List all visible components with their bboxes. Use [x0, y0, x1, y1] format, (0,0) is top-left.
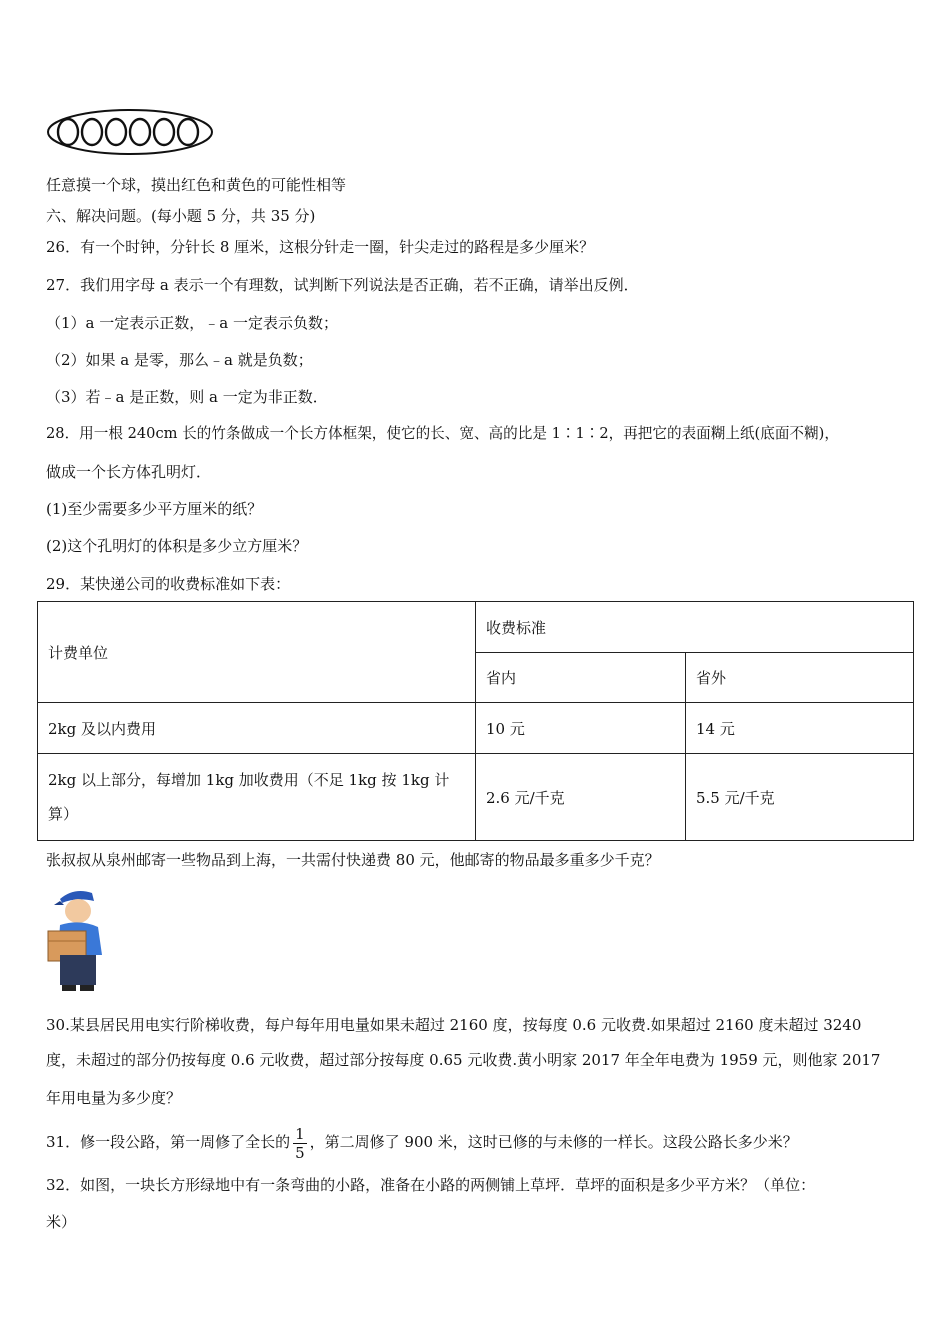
ball — [130, 119, 150, 145]
question-30-line-3: 年用电量为多少度？ — [46, 1089, 182, 1107]
question-28-line-2: 做成一个长方体孔明灯． — [46, 463, 212, 481]
question-28-line-1: 28．用一根 240cm 长的竹条做成一个长方体框架，使它的长、宽、高的比是 1∶1∶2，再把它的表面糊上纸(底面不糊)， — [46, 425, 839, 442]
question-29-stem: 29．某快递公司的收费标准如下表： — [46, 575, 291, 593]
header-standard: 收费标准 — [476, 602, 914, 653]
row1-out: 14 元 — [686, 703, 914, 754]
section-title: 六、解决问题。(每小题 5 分，共 35 分) — [46, 207, 316, 225]
question-30-line-1: 30.某县居民用电实行阶梯收费，每户每年用电量如果未超过 2160 度，按每度 0.6 元收费.如果超过 2160 度未超过 3240 — [46, 1016, 862, 1034]
row2-in: 2.6 元/千克 — [476, 754, 686, 841]
answer-note: 任意摸一个球，摸出红色和黄色的可能性相等 — [46, 176, 347, 194]
question-32-line-2: 米） — [46, 1213, 77, 1231]
question-28-part-2: (2)这个孔明灯的体积是多少立方厘米？ — [46, 537, 308, 555]
row2-label-line-1: 2kg 以上部分，每增加 1kg 加收费用（不足 1kg 按 1kg 计 — [48, 771, 450, 789]
question-28-part-1: (1)至少需要多少平方厘米的纸？ — [46, 500, 263, 518]
header-out-province: 省外 — [686, 653, 914, 703]
question-30-line-2: 度，未超过的部分仍按每度 0.6 元收费，超过部分按每度 0.65 元收费.黄小明家 2017 年全年电费为 1959 元，则他家 2017 — [46, 1051, 881, 1069]
ball — [154, 119, 174, 145]
fraction-denominator: 5 — [295, 1143, 305, 1162]
row2-label-line-2: 算） — [48, 805, 79, 823]
row2-label — [38, 754, 476, 841]
fraction-numerator: 1 — [295, 1124, 305, 1143]
header-in-province: 省内 — [476, 653, 686, 703]
question-27-part-2: （2）如果 a 是零，那么﹣a 就是负数； — [46, 351, 313, 369]
ball — [82, 119, 102, 145]
question-27-stem: 27．我们用字母 a 表示一个有理数，试判断下列说法是否正确，若不正确，请举出反例． — [46, 276, 639, 294]
ball — [58, 119, 78, 145]
ball-oval-figure — [46, 107, 214, 157]
question-26: 26．有一个时钟，分针长 8 厘米，这根分针走一圈，针尖走过的路程是多少厘米？ — [46, 238, 595, 256]
row1-label: 2kg 及以内费用 — [38, 703, 476, 754]
fraction-one-fifth — [293, 1125, 307, 1162]
question-27-part-3: （3）若﹣a 是正数，则 a 一定为非正数． — [46, 388, 328, 406]
ball — [106, 119, 126, 145]
row1-in: 10 元 — [476, 703, 686, 754]
courier-illustration — [40, 885, 120, 995]
question-27-part-1: （1）a 一定表示正数，﹣a 一定表示负数； — [46, 314, 338, 332]
question-32-line-1: 32．如图，一块长方形绿地中有一条弯曲的小路，准备在小路的两侧铺上草坪．草坪的面积是多少平方米？（单位： — [46, 1176, 816, 1194]
header-unit: 计费单位 — [38, 602, 476, 703]
row2-out: 5.5 元/千克 — [686, 754, 914, 841]
question-31-after: ，第二周修了 900 米，这时已修的与未修的一样长。这段公路长多少米？ — [309, 1133, 798, 1151]
fee-table — [37, 601, 914, 841]
question-29-question: 张叔叔从泉州邮寄一些物品到上海，一共需付快递费 80 元，他邮寄的物品最多重多少千克？ — [46, 851, 660, 869]
question-31 — [46, 1122, 798, 1162]
ball — [178, 119, 198, 145]
question-31-before: 31．修一段公路，第一周修了全长的 — [46, 1133, 291, 1151]
